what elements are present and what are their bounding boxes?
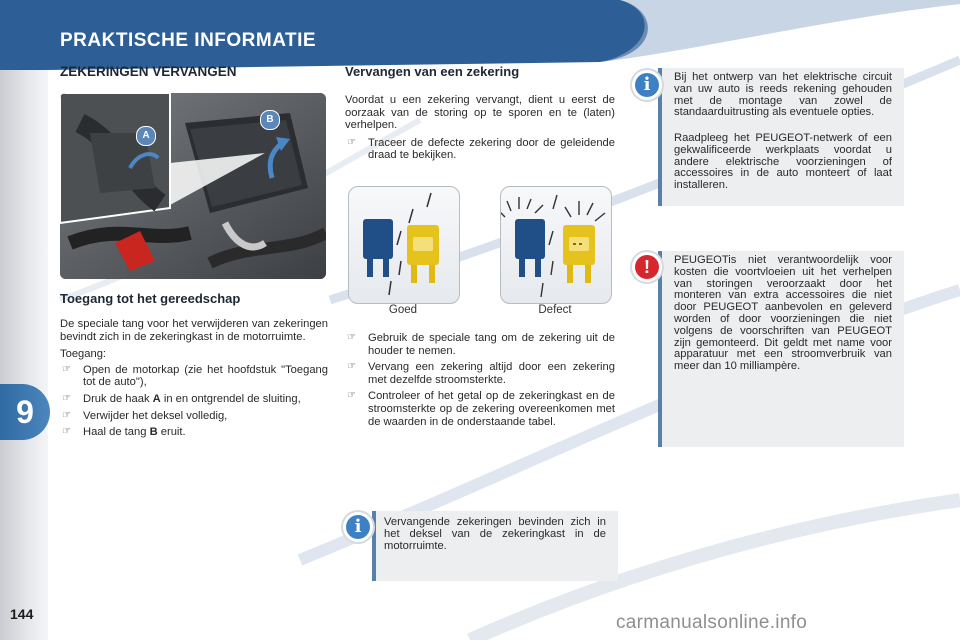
electrical-info-p2: Raadpleeg het PEUGEOT-netwerk of een gekwalificeerde werkplaats voordat u andere elektrische voorzieningen of accessoires in de auto monteert of laat installeren. bbox=[674, 132, 892, 192]
left-column bbox=[60, 64, 328, 443]
pointing-hand-icon: ☞ bbox=[62, 363, 71, 375]
pointing-hand-icon: ☞ bbox=[347, 361, 356, 373]
replace-steps-block bbox=[345, 332, 615, 432]
pointing-hand-icon: ☞ bbox=[347, 390, 356, 402]
subheading-replace-fuse: Vervangen van een zekering bbox=[345, 64, 520, 79]
list-item: ☞ Verwijder het deksel volledig, bbox=[62, 409, 228, 422]
fuse-defect-illustration bbox=[500, 186, 612, 304]
electrical-info-box bbox=[658, 68, 904, 206]
page-title: PRAKTISCHE INFORMATIE bbox=[60, 30, 317, 51]
info-icon: i bbox=[632, 70, 662, 100]
subheading-tool-access: Toegang tot het gereedschap bbox=[60, 291, 241, 306]
pointing-hand-icon: ☞ bbox=[347, 136, 356, 148]
tool-intro-text: De speciale tang voor het verwijderen van zekeringen bevindt zich in de zekeringkast in de motorruimte. bbox=[60, 318, 328, 343]
warning-box bbox=[658, 251, 904, 447]
list-item: ☞ Open de motorkap (zie het hoofdstuk "Toegang tot de auto"), bbox=[62, 363, 328, 389]
fuse-defect-label: Defect bbox=[538, 304, 572, 316]
list-item: ☞ Druk de haak A in en ontgrendel de sluiting, bbox=[62, 392, 301, 405]
electrical-info-p1: Bij het ontwerp van het elektrische circuit van uw auto is reeds rekening gehouden met de montage van zowel de standaarduitrusting als eventuele opties. bbox=[674, 71, 892, 119]
pointing-hand-icon: ☞ bbox=[62, 426, 71, 438]
fuse-good-illustration bbox=[348, 186, 460, 304]
watermark: carmanualsonline.info bbox=[616, 612, 808, 633]
callout-b-badge: B bbox=[260, 110, 280, 130]
replace-steps bbox=[345, 332, 615, 428]
warning-text: PEUGEOTis niet verantwoordelijk voor kosten die voortvloeien uit het verhelpen van storingen veroorzaakt door het monteren van extra accessoires die niet door PEUGEOT aanbevolen en geleverd worden of door voorzieningen die niet volgens de voorschriften van PEUGEOT zijn gemonteerd. Dit geldt met name voor apparatuur met een stroomverbruik van meer dan 10 milliampère. bbox=[674, 254, 892, 373]
trace-step bbox=[345, 137, 615, 162]
spare-fuses-text: Vervangende zekeringen bevinden zich in het deksel van de zekeringkast in de motorruimte. bbox=[384, 516, 606, 552]
spare-fuses-note bbox=[372, 511, 618, 581]
list-item: ☞ Vervang een zekering altijd door een zekering met dezelfde stroomsterkte. bbox=[347, 361, 615, 386]
pointing-hand-icon: ☞ bbox=[62, 392, 71, 404]
access-steps bbox=[60, 364, 328, 439]
chapter-tab: 9 bbox=[0, 384, 50, 440]
pointing-hand-icon: ☞ bbox=[62, 409, 71, 421]
page-header bbox=[0, 0, 960, 70]
list-item: ☞ Controleer of het getal op de zekeringkast en de stroomsterkte op de zekering overeenkomen met de waarden in de onderstaande tabel. bbox=[347, 390, 615, 428]
info-icon: i bbox=[343, 512, 373, 542]
fuse-good-label: Goed bbox=[388, 304, 418, 316]
warning-icon: ! bbox=[632, 252, 662, 282]
left-rail bbox=[0, 70, 48, 640]
middle-column bbox=[345, 64, 615, 166]
page-number: 144 bbox=[10, 606, 34, 622]
pointing-hand-icon: ☞ bbox=[347, 332, 356, 343]
replace-intro-text: Voordat u een zekering vervangt, dient u eerst de oorzaak van de storing op te sporen en te (laten) verhelpen. bbox=[345, 94, 615, 132]
callout-a-badge: A bbox=[136, 126, 156, 146]
access-label: Toegang: bbox=[60, 348, 107, 361]
list-item: ☞ Haal de tang B eruit. bbox=[62, 426, 186, 439]
section-heading: ZEKERINGEN VERVANGEN bbox=[60, 64, 237, 79]
list-item: ☞ Traceer de defecte zekering door de geleidende draad te bekijken. bbox=[347, 136, 615, 162]
list-item: ☞ Gebruik de speciale tang om de zekering uit de houder te nemen. bbox=[347, 332, 615, 357]
engine-fusebox-photo bbox=[60, 93, 326, 279]
